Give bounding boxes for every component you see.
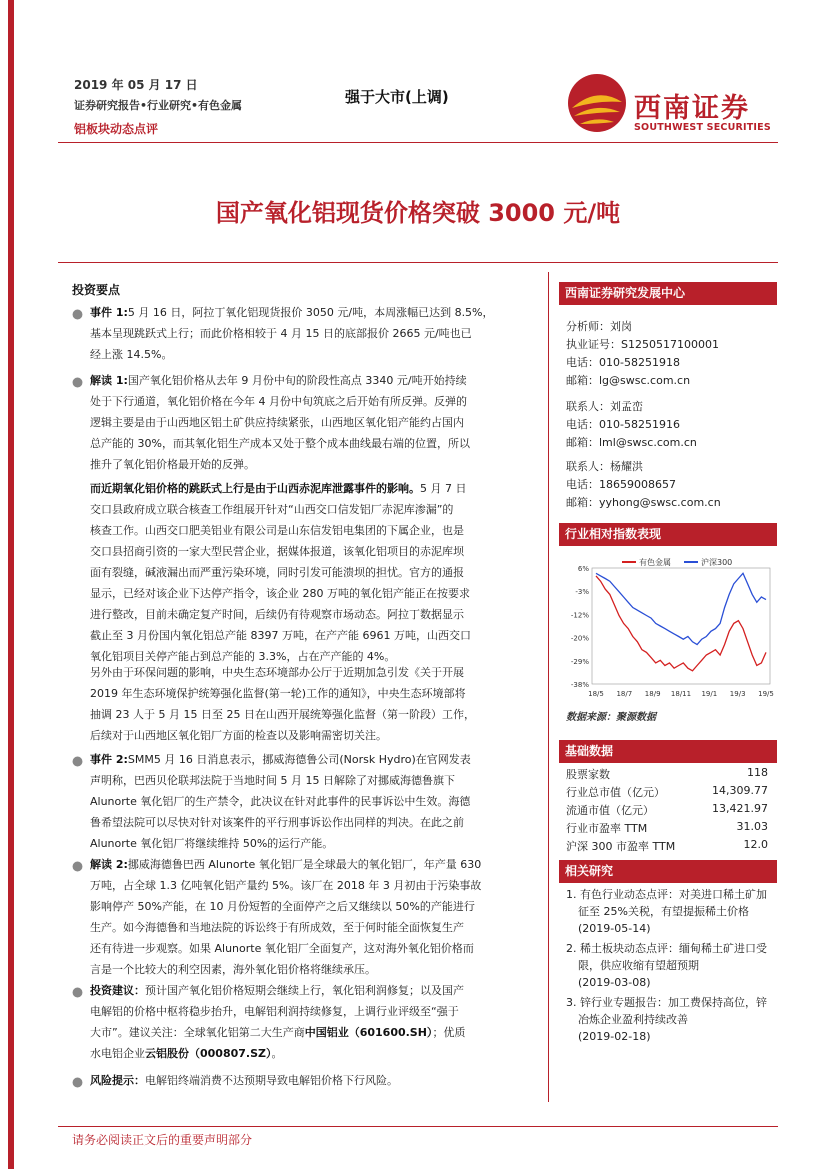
y-tick-label: -3% [575,588,589,597]
related-report-link[interactable]: 1. 有色行业动态点评：对美进口稀土矿加 征至 25%关税，有望提振稀土价格 (2019-05-14) [566,888,767,935]
report-date: 2019 年 05 月 17 日 [74,78,198,92]
research-center-header: 西南证券研究发展中心 [559,282,777,305]
title-divider [58,262,778,263]
investment-advice-paragraph: 投资建议：预计国产氧化铝价格短期会继续上行，氧化铝利润修复；以及国产 电解铝的价格中枢将稳步抬升，电解铝利润持续修复，上调行业评级至“强于 大市”。建议关注：全球氧化铝第二大生产商中国铝业（601600.SH）；优质 水电铝企业云铝股份（000807.SZ）。 [90,984,466,1060]
basic-data-header: 基础数据 [559,740,777,763]
contact-2-name: 联系人：杨耀洪 [566,460,643,473]
footer-divider [58,1126,778,1127]
related-report-link[interactable]: 3. 锌行业专题报告：加工费保持高位，锌 冶炼企业盈利持续改善 (2019-02-18) [566,996,767,1043]
report-subtitle: 铝板块动态点评 [74,122,159,136]
contact-1-name: 联系人：刘孟峦 [566,400,643,413]
footer-disclaimer[interactable]: 请务必阅读正文后的重要声明部分 [72,1133,253,1147]
analyst-name: 分析师：刘岗 [566,320,632,333]
bullet-icon [72,861,83,872]
column-divider [548,272,549,1102]
stat-row: 行业市盈率 TTM 31.03 [566,820,768,835]
analyst-license: 执业证号：S1250517100001 [566,338,719,351]
index-performance-header: 行业相对指数表现 [559,523,777,546]
analysis-1-paragraph: 解读 1:国产氧化铝价格从去年 9 月份中旬的阶段性高点 3340 元/吨开始持续 处于下行通道，氧化铝价格在今年 4 月份中旬筑底之后开始有所反弹。反弹的 逻辑主要是由于山西地区铝土矿供应持续紧张，山西地区氧化铝产能约占国内 总产能的 30%，而其氧化铝生产成本又处于整个成本曲线最右端的位置，所以 推升了氧化铝价格最开始的反弹。 [90,374,470,471]
company-logo-icon [566,72,628,134]
contact-1-phone: 电话：010-58251916 [566,418,680,431]
x-tick-label: 18/9 [644,690,661,698]
series-line-nonferrous [596,576,766,671]
environment-paragraph: 另外由于环保问题的影响，中央生态环境部办公厅于近期加急引发《关于开展 2019 年生态环境保护统筹强化监督(第一轮)工作的通知》，中央生态环境部将 抽调 23 人于 5 月 15 日至 25 日在山西开展统筹强化监督（第一阶段）工作， 后续对于山西地区氧化铝厂方面的检查以及影响需密切关注。 [90,666,475,742]
analyst-phone: 电话：010-58251918 [566,356,680,369]
logo-en: SOUTHWEST SECURITIES [634,122,771,133]
y-tick-label: 6% [577,565,589,573]
y-tick-label: -12% [570,611,589,620]
related-research-header: 相关研究 [559,860,777,883]
analysis-1-label: 解读 1: [90,374,128,387]
x-tick-label: 18/7 [616,690,633,698]
x-tick-label: 19/3 [729,690,746,698]
chart-frame [592,568,770,684]
stock-chalco: 中国铝业（601600.SH） [304,1026,433,1039]
x-tick-label: 18/5 [588,690,604,698]
risk-paragraph: 风险提示：电解铝终端消费不达预期导致电解铝价格下行风险。 [90,1074,398,1087]
event-1-label: 事件 1: [90,306,128,319]
event-1-paragraph: 事件 1:5 月 16 日，阿拉丁氧化铝现货报价 3050 元/吨，本周涨幅已达到 8.5%， 基本呈现跳跃式上行；而此价格相较于 4 月 15 日的底部报价 2665 元/吨也已 经上涨 14.5%。 [90,306,494,361]
relative-index-chart [562,552,776,702]
page-title: 国产氧化铝现货价格突破 3000 元/吨 [215,199,621,227]
contact-2-phone: 电话：18659008657 [566,478,676,491]
risk-label: 风险提示： [90,1074,145,1087]
report-type: 证券研究报告•行业研究•有色金属 [74,99,243,112]
legend-label-csi300: 沪深300 [701,558,733,567]
left-accent-bar [8,0,14,1169]
header-divider [58,142,778,143]
stat-row: 股票家数 118 [566,766,768,781]
industry-rating: 强于大市(上调) [345,88,449,106]
bullet-icon [72,377,83,388]
stat-row: 沪深 300 市盈率 TTM 12.0 [566,838,768,853]
y-tick-label: -29% [570,657,589,666]
bullet-icon [72,987,83,998]
event-2-label: 事件 2: [90,753,128,766]
x-tick-label: 19/1 [701,690,718,698]
investment-advice-label: 投资建议： [90,984,145,997]
event-2-paragraph: 事件 2:SMM5 月 16 日消息表示，挪威海德鲁公司(Norsk Hydro)在官网发表 声明称，巴西贝伦联邦法院于当地时间 5 月 15 日解除了对挪威海德鲁旗下 Alunorte 氧化铝厂的生产禁令，此决议在针对此事件的民事诉讼中生效。海德 鲁希望法院可以尽快对针对该案件的平行刑事诉讼作出同样的判决。在此之前 Alunorte 氧化铝厂将继续维持 50%的运行产能。 [90,753,471,850]
related-report-link[interactable]: 2. 稀土板块动态点评：缅甸稀土矿进口受 限，供应收缩有望超预期 (2019-03-08) [566,942,767,989]
analyst-email[interactable]: 邮箱：lg@swsc.com.cn [566,374,691,387]
analysis-2-label: 解读 2: [90,858,128,871]
bullet-icon [72,309,83,320]
chart-data-source: 数据来源：聚源数据 [566,712,656,723]
series-line-csi300 [596,573,766,644]
x-tick-label: 18/11 [670,690,692,698]
stat-row: 行业总市值（亿元） 14,309.77 [566,784,768,799]
bullet-icon [72,1077,83,1088]
legend-label-nonferrous: 有色金属 [639,558,671,567]
bullet-icon [72,756,83,767]
y-tick-label: -38% [570,681,589,689]
logo-cn: 西南证券 [634,93,750,124]
red-mud-paragraph: 而近期氧化铝价格的跳跃式上行是由于山西赤泥库泄露事件的影响。5 月 7 日 交口县政府成立联合核查工作组展开针对“山西交口信发铝厂赤泥库渗漏”的 核查工作。山西交口肥美铝业有限公司是山东信发铝电集团的下属企业，也是 交口县招商引资的一家大型民营企业，据媒体报道，该氧化铝项目的赤泥库坝 面有裂缝，碱液漏出而严重污染环境，同时引发可能溃坝的担忧。官方的通报 显示，已经对该企业下达停产指令，该企业 280 万吨的氧化铝产能正在按要求 进行整改，目前未确定复产时间，后续仍有待观察市场动态。阿拉丁数据显示 截止至 3 月份国内氧化铝总产能 8397 万吨，在产产能 6961 万吨，山西交口 氧化铝项目关停产能占到总产能的 3.3%，占在产产能的 4%。 [90,482,471,663]
contact-2-email[interactable]: 邮箱：yyhong@swsc.com.cn [566,496,721,509]
contact-1-email[interactable]: 邮箱：lml@swsc.com.cn [566,436,697,449]
y-tick-label: -20% [570,634,589,643]
section-title: 投资要点 [72,283,121,297]
analysis-2-paragraph: 解读 2:挪威海德鲁巴西 Alunorte 氧化铝厂是全球最大的氧化铝厂，年产量 630 万吨，占全球 1.3 亿吨氧化铝产量约 5%。该厂在 2018 年 3 月初由于污染事故 影响停产 50%产能，在 10 月份短暂的全面停产之后又继续以 50%的产能进行 生产。如今海德鲁和当地法院的诉讼终于有所成效，至于何时能全面恢复生产 还有待进一步观察。如果 Alunorte 氧化铝厂全面复产，这对海外氧化铝价格而 言是一个比较大的利空因素，海外氧化铝价格将继续承压。 [90,858,482,976]
stat-row: 流通市值（亿元） 13,421.97 [566,802,768,817]
stock-yunnan-aluminium: 云铝股份（000807.SZ） [145,1047,272,1060]
red-mud-lead: 而近期氧化铝价格的跳跃式上行是由于山西赤泥库泄露事件的影响。 [90,482,420,495]
x-tick-label: 19/5 [758,690,774,698]
